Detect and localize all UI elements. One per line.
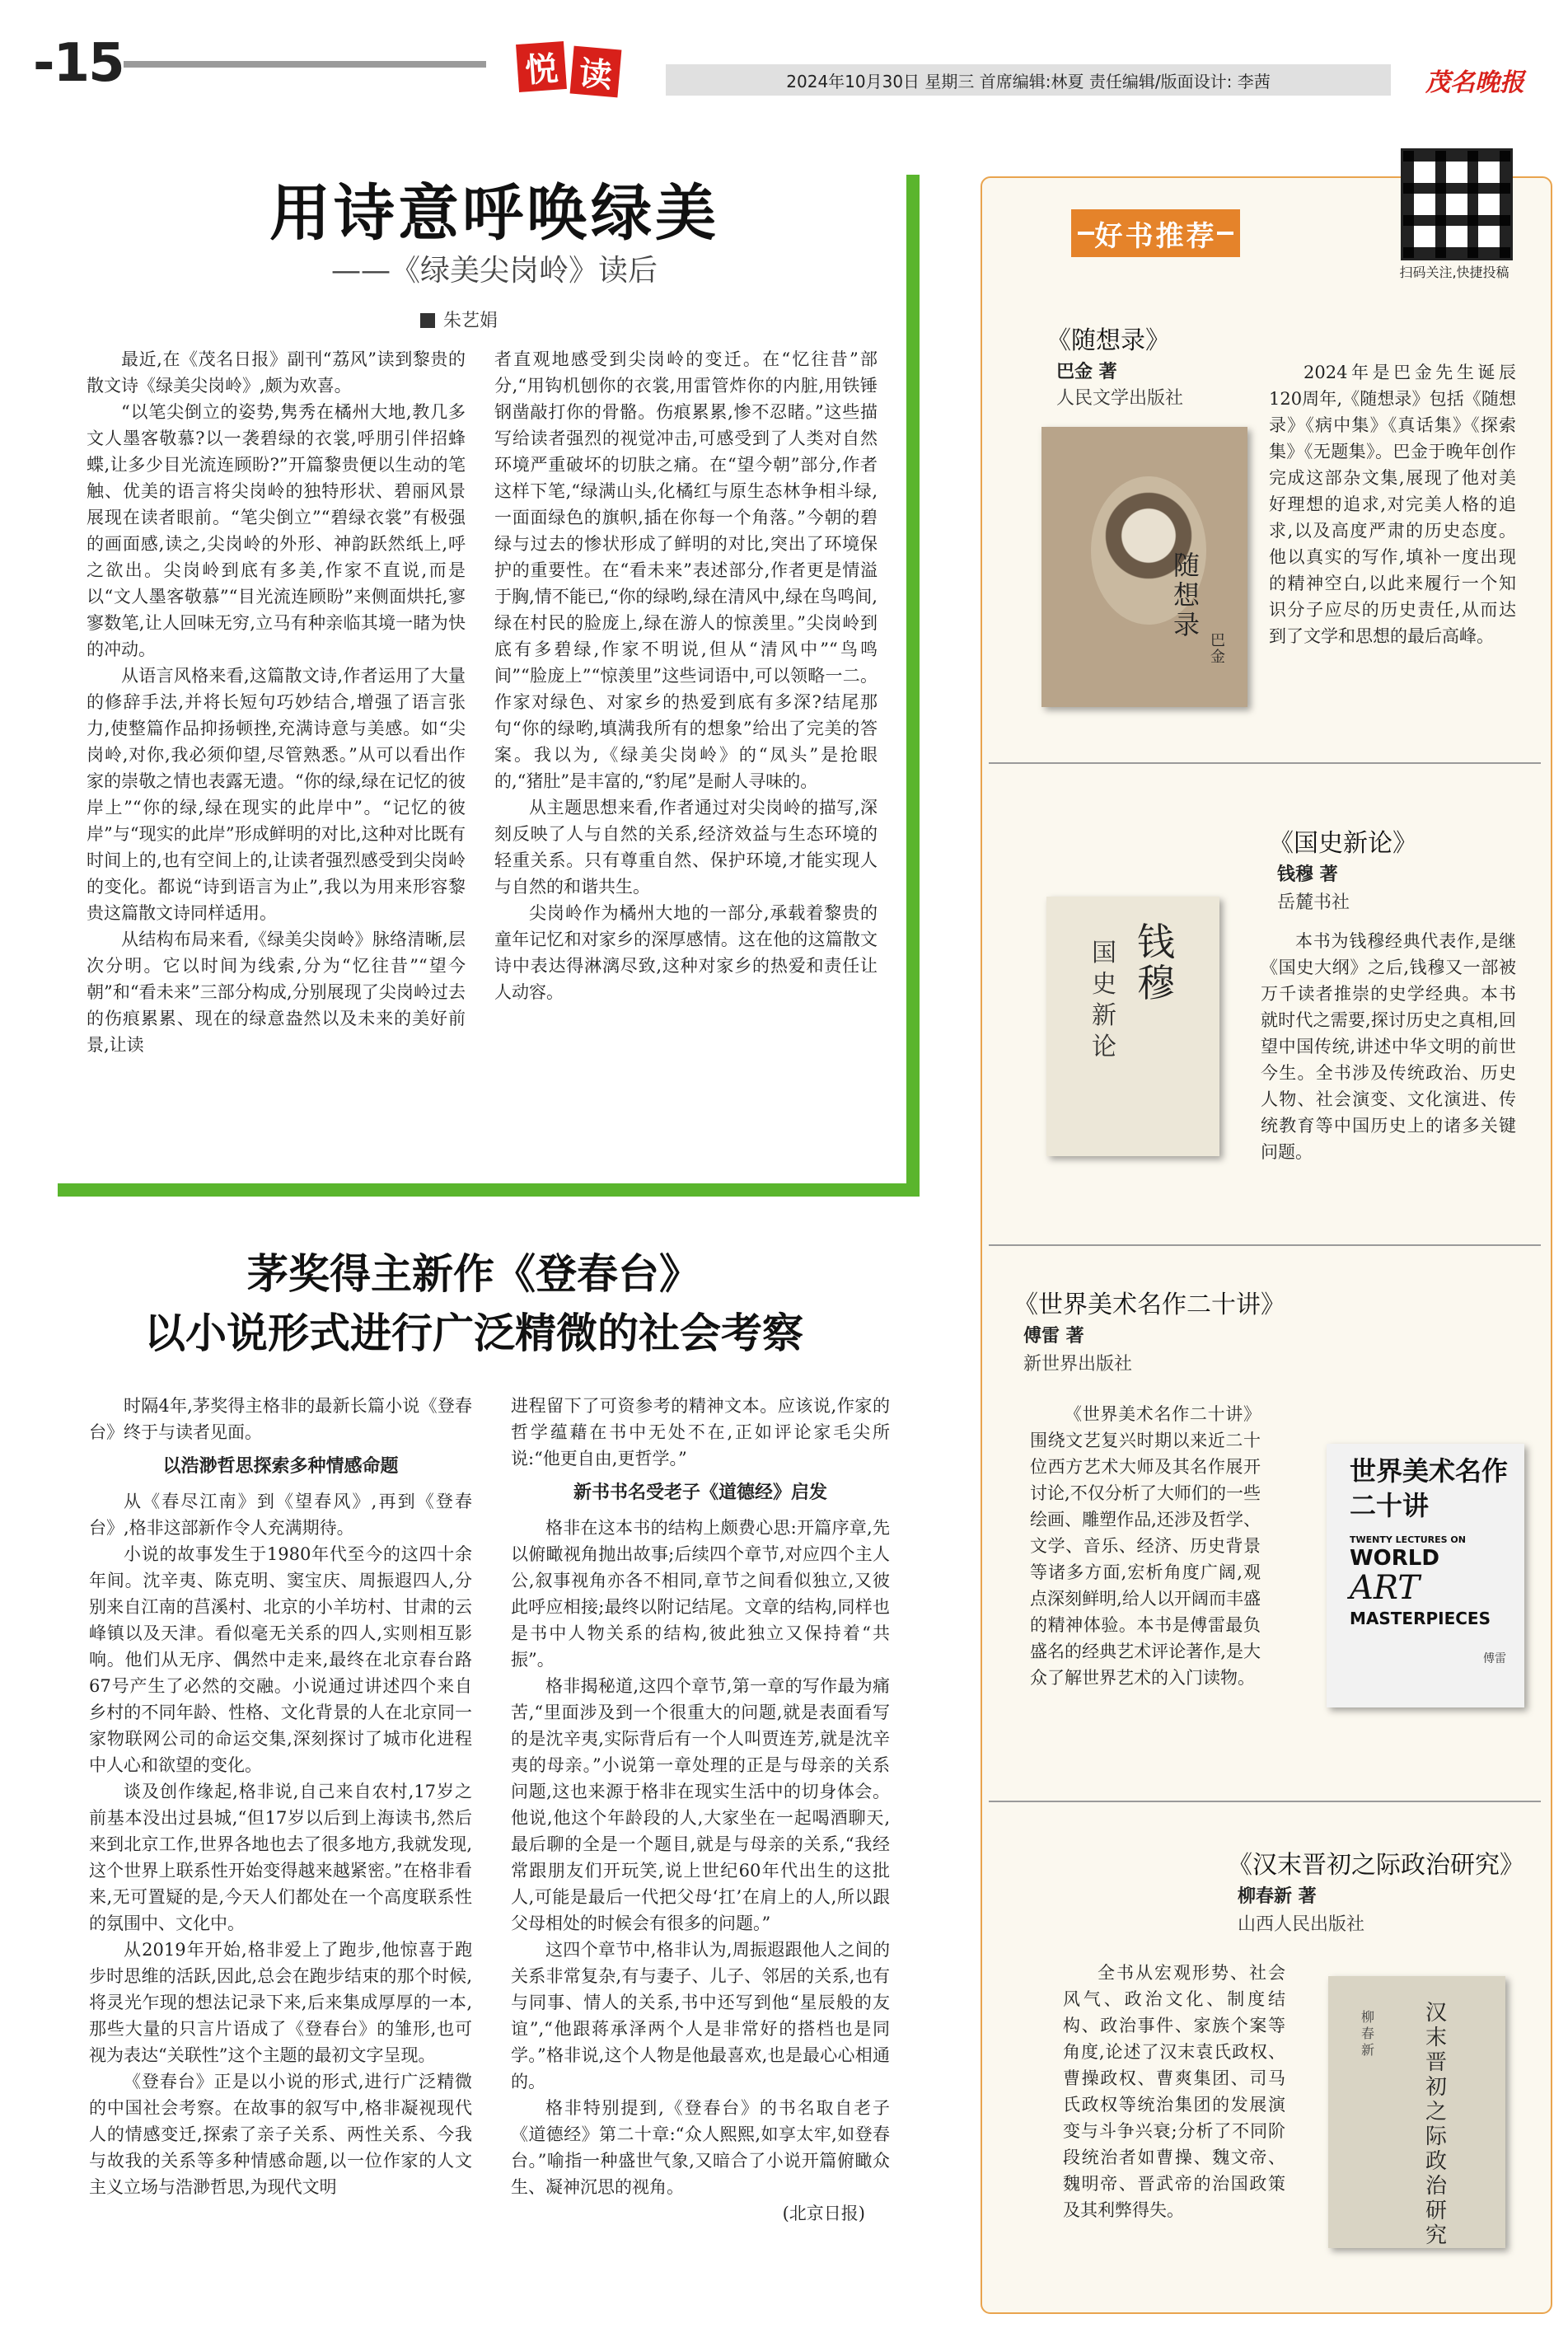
book4-cover-title: 汉末晋初之际政治研究 <box>1425 2001 1448 2248</box>
section-badge-yue: 悦 <box>516 41 567 92</box>
article1-subtitle: ——《绿美尖岗岭》读后 <box>330 254 658 288</box>
book4-cover-author: 柳春新 <box>1361 2009 1375 2058</box>
book4-title: 《汉末晋初之际政治研究》 <box>1228 1851 1524 1880</box>
article1-title: 用诗意呼唤绿美 <box>269 178 719 249</box>
book3-cover-title-line2: 二十讲 <box>1350 1490 1430 1521</box>
paragraph: 从语言风格来看,这篇散文诗,作者运用了大量的修辞手法,并将长短句巧妙结合,增强了语言张力,使整篇作品抑扬顿挫,充满诗意与美感。如“尖岗岭,对你,我必须仰望,尽管熟悉。”从可以看出作家的崇敬之情也表露无遗。“你的绿,绿在记忆的彼岸上”“你的绿,绿在现实的此岸中”。“记忆的彼岸”与“现实的此岸”形成鲜明的对比,这种对比既有时间上的,也有空间上的,让读者强烈感受到尖岗岭的变化。都说“诗到语言为止”,我以为用来形容黎贵这篇散文诗同样适用。 <box>87 666 466 923</box>
paragraph: 《登春台》正是以小说的形式,进行广泛精微的中国社会考察。在故事的叙写中,格非凝视现代人的情感变迁,探索了亲子关系、两性关系、今我与故我的关系等多种情感命题,以一位作家的人文主义立场与浩渺哲思,为现代文明 <box>89 2072 472 2197</box>
book3-cover-image <box>1327 1444 1524 1707</box>
book1-title: 《随想录》 <box>1046 326 1170 355</box>
book4-description <box>1063 1960 1285 2223</box>
paragraph: 尖岗岭作为橘州大地的一部分,承载着黎贵的童年记忆和对家乡的深厚感情。这在他的这篇散文诗中表达得淋漓尽致,这种对家乡的热爱和责任让人动容。 <box>494 903 878 1002</box>
book3-cover-author: 傅雷 <box>1483 1652 1506 1665</box>
book3-cover-title-line1: 世界美术名作 <box>1350 1455 1509 1487</box>
paragraph: 从《春尽江南》到《望春风》,再到《登春台》,格非这部新作令人充满期待。 <box>89 1492 472 1538</box>
paragraph: 从结构布局来看,《绿美尖岗岭》脉络清晰,层次分明。它以时间为线索,分为“忆往昔”“望今朝”和“看未来”三部分构成,分别展现了尖岗岭过去的伤痕累累、现在的绿意盎然以及未来的美好前景,让读 <box>87 930 466 1055</box>
book3-description <box>1030 1401 1261 1691</box>
article2-title-line1: 茅奖得主新作《登春台》 <box>247 1250 700 1298</box>
book1-description <box>1269 359 1516 649</box>
article2-column1 <box>89 1393 472 2200</box>
book2-author: 钱穆 著 <box>1277 864 1338 885</box>
article2-subhead1: 以浩渺哲思探索多种情感命题 <box>162 1456 399 1477</box>
sidebar-divider <box>989 1801 1541 1802</box>
book3-author: 傅雷 著 <box>1023 1326 1084 1347</box>
book4-cover-image <box>1328 1976 1505 2248</box>
article1-frame-bottom <box>58 1183 920 1197</box>
paragraph: 格非在这本书的结构上颇费心思:开篇序章,先以俯瞰视角抛出故事;后续四个章节,对应四个主人公,叙事视角亦各不相同,章节之间看似独立,又彼此呼应相接;最终以附记结尾。文章的结构,同样也是书中人物关系的结构,彼此独立又保持着“共振”。 <box>511 1518 890 1670</box>
paragraph: 最近,在《茂名日报》副刊“荔风”读到黎贵的散文诗《绿美尖岗岭》,颇为欢喜。 <box>87 349 466 396</box>
paragraph: “以笔尖倒立的姿势,隽秀在橘州大地,教几多文人墨客敬慕?以一袭碧绿的衣裳,呼朋引伴招蜂蝶,让多少目光流连顾盼?”开篇黎贵便以生动的笔触、优美的语言将尖岗岭的独特形状、碧丽风景展现在读者眼前。“笔尖倒立”“碧绿衣裳”有极强的画面感,读之,尖岗岭的外形、神韵跃然纸上,呼之欲出。尖岗岭到底有多美,作家不直说,而是以“文人墨客敬慕”“目光流连顾盼”来侧面烘托,寥寥数笔,让人回味无穷,立马有种亲临其境一睹为快的冲动。 <box>87 402 466 659</box>
book3-cover-en3: ART <box>1350 1569 1420 1607</box>
book2-cover-author: 钱穆 <box>1137 920 1175 1005</box>
byline-square-icon <box>420 313 435 328</box>
book2-cover-image <box>1046 897 1219 1156</box>
book1-cover-title: 随想录 <box>1173 550 1201 640</box>
paragraph: 从2019年开始,格非爱上了跑步,他惊喜于跑步时思维的活跃,因此,总会在跑步结束的那个时候,将灵光乍现的想法记录下来,后来集成厚厚的一本,那些大量的只言片语成了《登春台》的雏形,也可视为表达“关联性”这个主题的最初文字呈现。 <box>89 1940 472 2065</box>
article1-column2 <box>494 346 878 1005</box>
paragraph: 2024年是巴金先生诞辰120周年,《随想录》包括《随想录》《病中集》《真话集》《探索集》《无题集》。巴金于晚年创作完成这部杂文集,展现了他对美好理想的追求,对完美人格的追求,以及高度严肃的历史态度。他以真实的写作,填补一度出现的精神空白,以此来履行一个知识分子应尽的历史责任,从而达到了文学和思想的最后高峰。 <box>1269 363 1516 646</box>
article1-frame-right <box>906 175 920 1197</box>
article2-column2 <box>511 1393 890 2227</box>
masthead-info: 2024年10月30日 星期三 首席编辑:林夏 责任编辑/版面设计: 李茜 <box>666 64 1391 96</box>
article2-source: (北京日报) <box>782 2204 865 2223</box>
book1-cover-author: 巴金 <box>1210 632 1225 666</box>
qr-code-icon[interactable] <box>1401 148 1513 260</box>
paragraph: 进程留下了可资参考的精神文本。应该说,作家的哲学蕴藉在书中无处不在,正如评论家毛尖所说:“他更自由,更哲学。” <box>511 1396 890 1468</box>
paragraph: 格非揭秘道,这四个章节,第一章的写作最为痛苦,“里面涉及到一个很重大的问题,就是表面看写的是沈辛夷,实际背后有一个人叫贾连芳,就是沈辛夷的母亲。”小说第一章处理的正是与母亲的关系问题,这也来源于格非在现实生活中的切身体会。他说,他这个年龄段的人,大家坐在一起喝酒聊天,最后聊的全是一个题目,就是与母亲的关系,“我经常跟朋友们开玩笑,说上世纪60年代出生的这批人,可能是最后一代把父母‘扛’在肩上的人,所以跟父母相处的时候会有很多的问题。” <box>511 1676 890 1933</box>
book3-cover-en4: MASTERPIECES <box>1350 1609 1491 1628</box>
article1-author-name: 朱艺娟 <box>443 311 498 331</box>
article1-column1 <box>87 346 466 1058</box>
section-badge-du: 读 <box>570 46 622 98</box>
paragraph: 谈及创作缘起,格非说,自己来自农村,17岁之前基本没出过县城,“但17岁以后到上海读书,然后来到北京工作,世界各地也去了很多地方,我就发现,这个世界上联系性开始变得越来越紧密。”在格非看来,无可置疑的是,今天人们都处在一个高度联系性的氛围中、文化中。 <box>89 1782 472 1933</box>
book2-title: 《国史新论》 <box>1269 829 1417 858</box>
sidebar-divider <box>989 1244 1541 1246</box>
paragraph: 《世界美术名作二十讲》围绕文艺复兴时期以来近二十位西方艺术大师及其名作展开讨论,不仅分析了大师们的一些绘画、雕塑作品,还涉及哲学、文学、音乐、经济、历史背景等诸多方面,宏析角度广阔,观点深刻鲜明,给人以开阔而丰盛的精神体验。本书是傅雷最负盛名的经典艺术评论著作,是大众了解世界艺术的入门读物。 <box>1030 1404 1261 1688</box>
paragraph: 格非特别提到,《登春台》的书名取自老子《道德经》第二十章:“众人熙熙,如享太牢,如登春台。”喻指一种盛世气象,又暗合了小说开篇俯瞰众生、凝神沉思的视角。 <box>511 2098 890 2197</box>
paragraph: 全书从宏观形势、社会风气、政治文化、制度结构、政治事件、家族个案等角度,论述了汉末袁氏政权、曹操政权、曹爽集团、司马氏政权等统治集团的发展演变与斗争兴衰;分析了不同阶段统治者如曹操、魏文帝、魏明帝、晋武帝的治国政策及其利弊得失。 <box>1063 1963 1285 2220</box>
paragraph: 这四个章节中,格非认为,周振遐跟他人之间的关系非常复杂,有与妻子、儿子、邻居的关系,也有与同事、情人的关系,书中还写到他“星辰般的友谊”,“他跟蒋承泽两个人是非常好的搭档也是同学。”格非说,这个人物是他最喜欢,也是最心心相通的。 <box>511 1940 890 2091</box>
article1-author <box>420 307 498 332</box>
paragraph: 从主题思想来看,作者通过对尖岗岭的描写,深刻反映了人与自然的关系,经济效益与生态环境的轻重关系。只有尊重自然、保护环境,才能实现人与自然的和谐共生。 <box>494 798 878 897</box>
article2-subhead2: 新书书名受老子《道德经》启发 <box>573 1483 827 1503</box>
paragraph: 时隔4年,茅奖得主格非的最新长篇小说《登春台》终于与读者见面。 <box>89 1396 472 1442</box>
page-number: -15 <box>33 33 124 94</box>
book3-cover-en2: WORLD <box>1350 1546 1439 1571</box>
book4-author: 柳春新 著 <box>1238 1886 1317 1907</box>
book1-cover-image <box>1041 427 1247 707</box>
book-recommendation-heading: 好书推荐 <box>1071 209 1240 257</box>
paragraph: 小说的故事发生于1980年代至今的这四十余年间。沈辛夷、陈克明、窦宝庆、周振遐四人,分别来自江南的莒溪村、北京的小羊坊村、甘肃的云峰镇以及天津。看似毫无关系的四人,实则相互影响。他们从无序、偶然中走来,最终在北京春台路67号产生了必然的交融。小说通过讲述四个来自乡村的不同年龄、性格、文化背景的人在北京同一家物联网公司的命运交集,深刻探讨了城市化进程中人心和欲望的变化。 <box>89 1544 472 1775</box>
article2-title <box>58 1244 890 1363</box>
paragraph: 本书为钱穆经典代表作,是继《国史大纲》之后,钱穆又一部被万千读者推崇的史学经典。本书就时代之需要,探讨历史之真相,回望中国传统,讲述中华文明的前世今生。全书涉及传统政治、历史人物、社会演变、文化演进、传统教育等中国历史上的诸多关键问题。 <box>1261 931 1516 1162</box>
book3-title: 《世界美术名作二十讲》 <box>1013 1290 1285 1319</box>
book2-description <box>1261 928 1516 1165</box>
book2-publisher: 岳麓书社 <box>1277 892 1350 913</box>
paragraph: 者直观地感受到尖岗岭的变迁。在“忆往昔”部分,“用钩机刨你的衣裳,用雷管炸你的内脏,用铁锤钢凿敲打你的骨骼。伤痕累累,惨不忍睹。”这些描写给读者强烈的视觉冲击,可感受到了人类对自然环境严重破坏的切肤之痛。在“望今朝”部分,作者这样下笔,“绿满山头,化橘红与原生态林争相斗绿,一面面绿色的旗帜,插在你每一个角落。”今朝的碧绿与过去的惨状形成了鲜明的对比,突出了环境保护的重要性。在“看未来”表述部分,作者更是情溢于胸,情不能已,“你的绿哟,绿在清风中,绿在鸟鸣间,绿在村民的脸庞上,绿在游人的惊羡里。”尖岗岭到底有多碧绿,作家不明说,但从“清风中”“鸟鸣间”“脸庞上”“惊羡里”这些词语中,可以领略一二。作家对绿色、对家乡的热爱到底有多深?结尾那句“你的绿哟,填满我所有的想象”给出了完美的答案。我以为,《绿美尖岗岭》的“凤头”是抢眼的,“猪肚”是丰富的,“豹尾”是耐人寻味的。 <box>494 349 878 791</box>
newspaper-logo: 茂名晚报 <box>1425 68 1524 97</box>
book4-publisher: 山西人民出版社 <box>1238 1914 1365 1935</box>
book3-cover-en1: TWENTY LECTURES ON <box>1350 1534 1466 1545</box>
qr-caption: 扫码关注,快捷投稿 <box>1399 265 1509 280</box>
book1-publisher: 人民文学出版社 <box>1056 388 1184 409</box>
article2-title-line2: 以小说形式进行广泛精微的社会考察 <box>144 1309 803 1357</box>
masthead-rule <box>124 61 486 68</box>
book1-author: 巴金 著 <box>1056 362 1117 382</box>
book2-cover-title: 国史新论 <box>1092 939 1116 1061</box>
sidebar-divider <box>989 762 1541 764</box>
book3-publisher: 新世界出版社 <box>1023 1354 1133 1375</box>
